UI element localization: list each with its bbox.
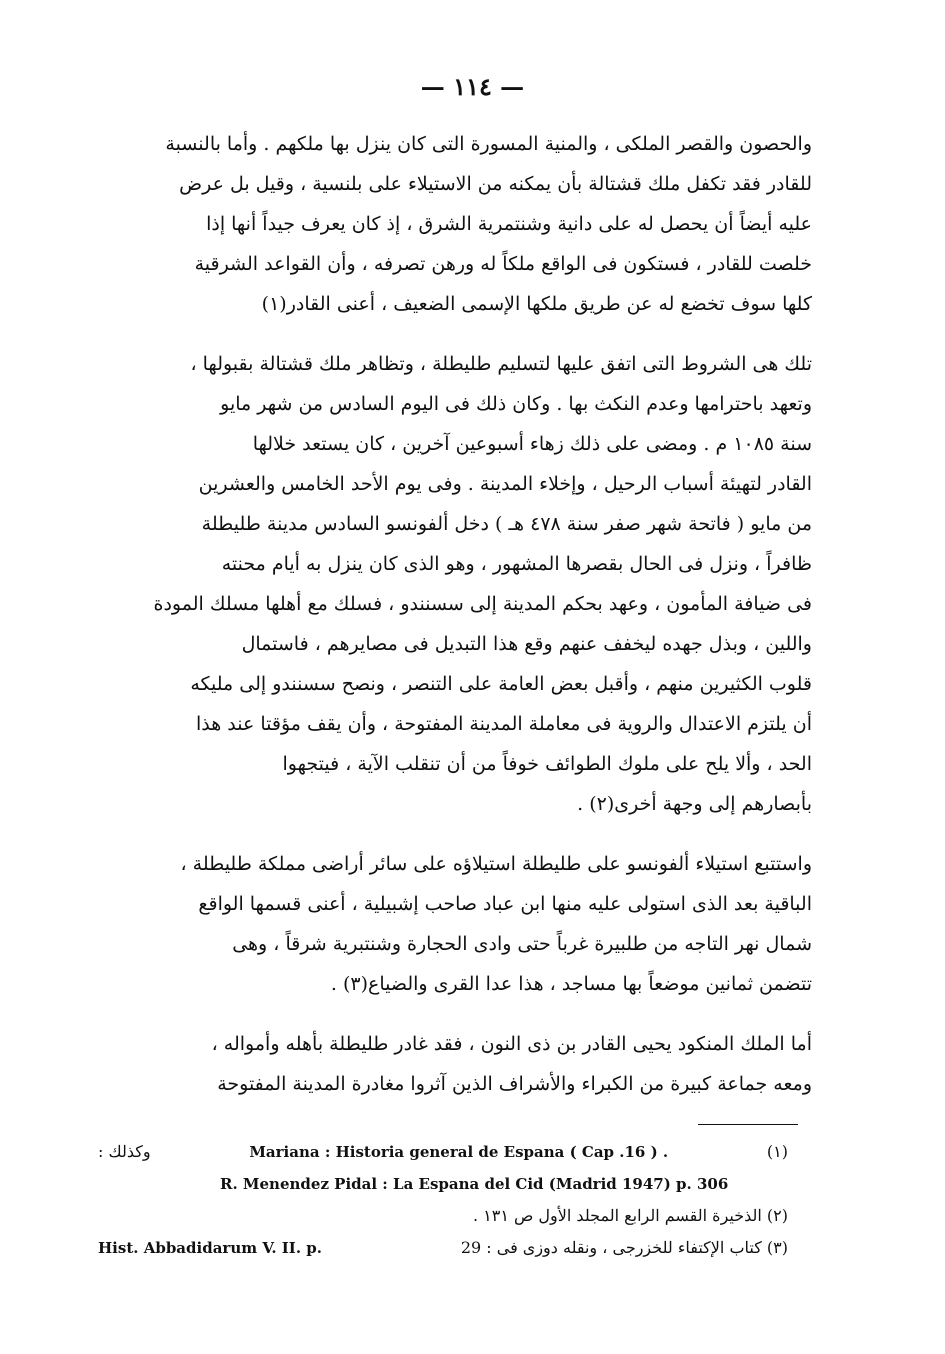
text-line: واللين ، وبذل جهده ليخفف عنهم وقع هذا التبديل فى مصايرهم ، فاستمال bbox=[241, 633, 812, 655]
text-line: تتضمن ثمانين موضعاً بها مساجد ، هذا عدا القرى والضياع(٣) . bbox=[330, 973, 812, 995]
footnotes bbox=[98, 1136, 788, 1264]
footnote-divider bbox=[698, 1124, 798, 1125]
text-line: بأبصارهم إلى وجهة أخرى(٢) . bbox=[577, 793, 812, 815]
footnote-2: (٢) الذخيرة القسم الرابع المجلد الأول ص ١٣١ . bbox=[472, 1206, 788, 1225]
page-number: — ١١٤ — bbox=[420, 72, 525, 101]
footnote-3 bbox=[98, 1232, 788, 1264]
text-line: وتعهد باحترامها وعدم النكث بها . وكان ذلك فى اليوم السادس من شهر مايو bbox=[220, 393, 812, 415]
paragraph bbox=[98, 344, 812, 824]
text-line: ومعه جماعة كبيرة من الكبراء والأشراف الذين آثروا مغادرة المدينة المفتوحة bbox=[217, 1073, 812, 1095]
paragraph bbox=[98, 124, 812, 324]
text-line: شمال نهر التاجه من طلبيرة غرباً حتى وادى الحجارة وشنتبرية شرقاً ، وهى bbox=[232, 933, 812, 955]
text-line: سنة ١٠٨٥ م . ومضى على ذلك زهاء أسبوعين آخرين ، كان يستعد خلالها bbox=[252, 433, 812, 455]
text-line: من مايو ( فاتحة شهر صفر سنة ٤٧٨ هـ ) دخل ألفونسو السادس مدينة طليطلة bbox=[201, 513, 812, 535]
footnote-1-continuation: R. Menendez Pidal : La Espana del Cid (Madrid 1947) p. 306 bbox=[220, 1175, 729, 1193]
text-line: الحد ، وألا يلح على ملوك الطوائف خوفاً من أن تنقلب الآية ، فيتجهوا bbox=[282, 753, 812, 775]
footnote-3-text: (٣) كتاب الإكتفاء للخزرجى ، ونقله دوزى فى : 29 bbox=[460, 1238, 788, 1257]
text-line: فى ضيافة المأمون ، وعهد بحكم المدينة إلى سسنندو ، فسلك مع أهلها مسلك المودة bbox=[153, 593, 812, 615]
footnote-1-marker: (١) bbox=[766, 1142, 788, 1161]
paragraph bbox=[98, 844, 812, 1004]
footnote-1 bbox=[98, 1136, 788, 1168]
text-line: والحصون والقصر الملكى ، والمنية المسورة التى كان ينزل بها ملكهم . وأما بالنسبة bbox=[165, 133, 812, 155]
text-line: تلك هى الشروط التى اتفق عليها لتسليم طليطلة ، وتظاهر ملك قشتالة بقبولها ، bbox=[190, 353, 812, 375]
text-line: ظافراً ، ونزل فى الحال بقصرها المشهور ، وهو الذى كان ينزل به أيام محنته bbox=[221, 553, 812, 575]
footnote-1-tail: وكذلك : bbox=[98, 1142, 151, 1161]
text-line: خلصت للقادر ، فستكون فى الواقع ملكاً له ورهن تصرفه ، وأن القواعد الشرقية bbox=[194, 253, 812, 275]
paragraph bbox=[98, 1024, 812, 1104]
text-line: كلها سوف تخضع له عن طريق ملكها الإسمى الضعيف ، أعنى القادر(١) bbox=[261, 293, 812, 315]
text-line: للقادر فقد تكفل ملك قشتالة بأن يمكنه من الاستيلاء على بلنسية ، وقيل بل عرض bbox=[179, 173, 812, 195]
text-line: قلوب الكثيرين منهم ، وأقبل بعض العامة على التنصر ، ونصح سسنندو إلى مليكه bbox=[190, 673, 812, 695]
footnote-3-citation: Hist. Abbadidarum V. II. p. bbox=[98, 1239, 322, 1257]
text-line: الباقية بعد الذى استولى عليه منها ابن عباد صاحب إشبيلية ، أعنى قسمها الواقع bbox=[198, 893, 812, 915]
text-line: عليه أيضاً أن يحصل له على دانية وشنتمرية الشرق ، إذ كان يعرف جيداً أنها إذا bbox=[206, 213, 812, 235]
main-text bbox=[98, 124, 812, 1104]
text-line: أن يلتزم الاعتدال والروية فى معاملة المدينة المفتوحة ، وأن يقف مؤقتا عند هذا bbox=[195, 713, 812, 735]
footnote-1-citation: Mariana : Historia general de Espana ( Cap .16 ) . bbox=[249, 1143, 669, 1161]
text-line: أما الملك المنكود يحيى القادر بن ذى النون ، فقد غادر طليطلة بأهله وأمواله ، bbox=[211, 1033, 812, 1055]
text-line: القادر لتهيئة أسباب الرحيل ، وإخلاء المدينة . وفى يوم الأحد الخامس والعشرين bbox=[198, 473, 812, 495]
text-line: واستتبع استيلاء ألفونسو على طليطلة استيلاؤه على سائر أراضى مملكة طليطلة ، bbox=[180, 853, 812, 875]
